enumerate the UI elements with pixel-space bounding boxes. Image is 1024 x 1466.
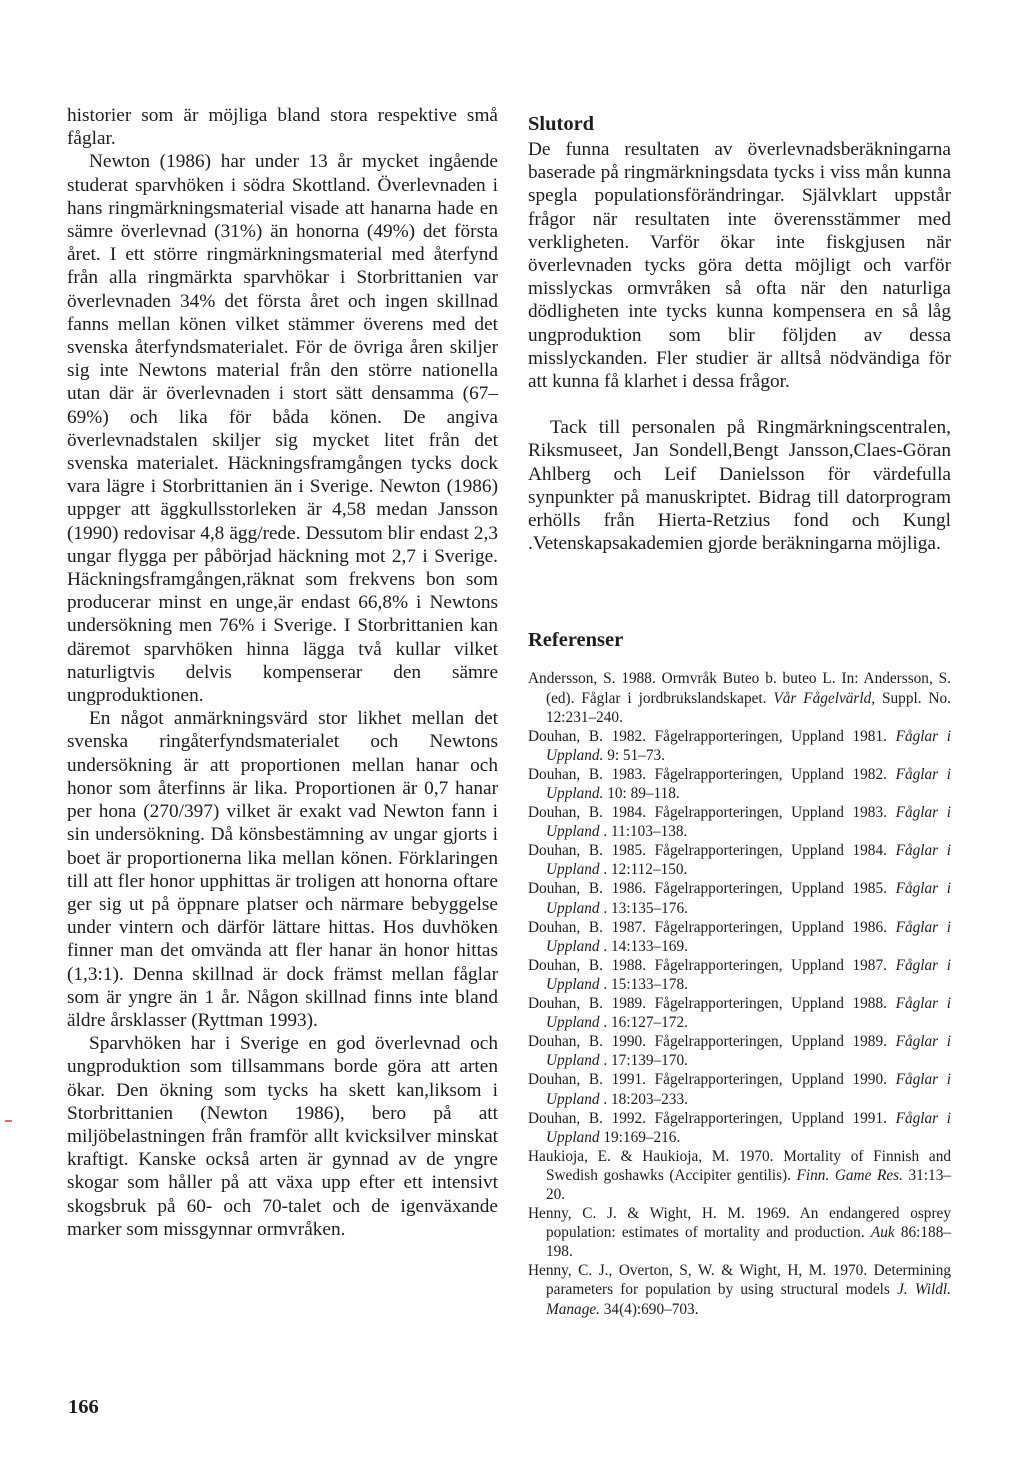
reference-entry [528,918,951,956]
reference-volume: . 12:112–150. [599,861,688,879]
reference-entry [528,841,951,879]
reference-text: Douhan, B. 1991. Fågelrapporteringen, Uppland 1990. [528,1071,896,1089]
reference-journal: Fåglar i Uppland [546,918,951,955]
reference-journal: Vår Fågelvärld, [773,689,876,707]
reference-text: Douhan, B. 1987. Fågelrapporteringen, Uppland 1986. [528,918,896,936]
reference-entry [528,1109,951,1147]
reference-volume: . 18:203–233. [599,1090,688,1108]
reference-journal: Fåglar i Uppland [546,1109,951,1146]
reference-entry [528,765,951,803]
reference-volume: 19:169–216. [599,1128,681,1146]
reference-journal: Fåglar i Uppland [546,842,951,879]
reference-journal: J. Wildl. Manage. [546,1281,952,1318]
page-number: 166 [68,1396,99,1418]
reference-volume: . 14:133–169. [599,937,688,955]
acknowledgements-paragraph: Tack till personalen på Ringmärkningscentralen, Riksmuseet, Jan Sondell,Bengt Jansson,Claes-Göran Ahlberg och Leif Danielsson för värdefulla synpunkter på manuskriptet. Bidrag till datorprogram erhölls från Hierta-Retzius fond och Kungl .Vetenskapsakademien gjorde beräkningarna möjliga. [528,417,951,555]
reference-journal: Fåglar i Uppland [546,1071,951,1108]
reference-text: Douhan, B. 1992. Fågelrapporteringen, Uppland 1991. [528,1109,896,1127]
reference-journal: Fåglar i Uppland [546,956,951,993]
reference-entry [528,727,951,765]
reference-text: Douhan, B. 1990. Fågelrapporteringen, Uppland 1989. [528,1033,896,1051]
reference-text: Andersson, S. 1988. Ormvråk Buteo b. buteo L. In: Andersson, S. (ed). Fåglar i jordbrukslandskapet. [528,670,951,707]
body-paragraph: Newton (1986) har under 13 år mycket ingående studerat sparvhöken i södra Skottland. Överlevnaden i hans ringmärkningsmaterial visade att hanarna hade en sämre överlevnad (31%) än honorna (49%) det första året. I ett större ringmärkningsmaterial med återfynd från alla ringmärkta sparvhökar i Storbrittanien var överlevnaden 34% det första året och ingen skillnad fanns mellan könen vilket stämmer överens med det svenska återfyndsmaterialet. För de övriga åren skiljer sig inte Newtons material från den större nationella utan där är överlevnaden i stort sätt densamma (67–69%) och lika för båda könen. De angiva överlevnadstalen skiljer sig mycket litet från det svenska materialet. Häckningsframgången tycks dock vara lägre i Storbrittanien än i Sverige. Newton (1986) uppger att äggkullsstorleken är 4,58 medan Jansson (1990) redovisar 4,8 ägg/rede. Dessutom blir endast 2,3 ungar flygga per påbörjad häckning mot 2,7 i Sverige. Häckningsframgången,räknat som frekvens bon som producerar minst en unge,är endast 66,8% i Newtons undersökning men 76% i Sverige. I Storbrittanien kan däremot sparvhöken hinna lägga två kullar vilket naturligtvis delvis kompenserar den sämre ungproduktionen. [67,151,498,707]
reference-entry [528,1032,951,1070]
reference-text: Douhan, B. 1982. Fågelrapporteringen, Uppland 1981. [528,727,896,745]
reference-journal: Fåglar i Uppland. [546,727,951,764]
right-column [528,104,951,1319]
reference-journal: Fåglar i Uppland. [546,765,951,803]
reference-entry [528,669,951,726]
reference-text: Douhan, B. 1985. Fågelrapporteringen, Uppland 1984. [528,842,896,860]
reference-volume: . 15:133–178. [599,975,688,993]
body-paragraph: En något anmärkningsvärd stor likhet mellan det svenska ringåterfyndsmaterialet och Newtons undersökning är att proportionen mellan hanar och honor som återfinns är lika. Proportionen är 0,7 hanar per hona (270/397) vilket är exakt vad Newton fann i sin undersökning. Då könsbestämning av ungar gjorts i boet är proportionerna lika mellan könen. Förklaringen till att fler honor upphittas är troligen att honorna oftare ger sig ut på öppnare platser och närmare bebyggelse under vintern och därför lättare hittas. Hos duvhöken finner man det omvända att fler hanar än honor hittas (1,3:1). Denna skillnad är dock främst mellan fåglar som är yngre än 1 år. Någon skillnad finns inte bland äldre årsklasser (Ryttman 1993). [67,708,498,1031]
reference-text: Douhan, B. 1988. Fågelrapporteringen, Uppland 1987. [528,956,896,974]
reference-list [528,669,951,1318]
reference-text: Douhan, B. 1984. Fågelrapporteringen, Uppland 1983. [528,804,896,822]
reference-journal: Fåglar i Uppland [546,995,951,1032]
body-paragraph: Sparvhöken har i Sverige en god överlevnad och ungproduktion som tillsammans borde göra att arten ökar. Den ökning som tycks ha skett kan,liksom i Storbrittanien (Newton 1986), bero på att miljöbelastningen från framför allt kvicksilver minskat kraftigt. Kanske också arten är gynnad av de yngre skogar som håller på att växa upp efter ett intensivt skogsbruk på 60- och 70-talet och de igenväxande marker som missgynnar ormvråken. [67,1033,498,1240]
reference-volume: . 13:135–176. [599,899,688,917]
body-paragraph: historier som är möjliga bland stora respektive små fåglar. [67,105,498,150]
reference-text: Haukioja, E. & Haukioja, M. 1970. Mortality of Finnish and Swedish goshawks (Accipiter gentilis). [528,1147,951,1184]
reference-text: Henny, C. J. & Wight, H. M. 1969. An endangered osprey population: estimates of mortality and production. [528,1205,951,1242]
reference-text: Douhan, B. 1986. Fågelrapporteringen, Uppland 1985. [528,880,896,898]
reference-entry [528,879,951,917]
referenser-heading: Referenser [528,629,624,652]
reference-journal: Fåglar i Uppland [546,880,951,917]
reference-entry [528,1147,951,1204]
reference-volume: . 17:139–170. [599,1052,688,1070]
reference-volume: Suppl. No. 12:231–240. [546,689,951,726]
reference-journal: Auk [870,1224,895,1242]
reference-volume: . 16:127–172. [599,1014,688,1032]
reference-entry [528,1070,951,1108]
reference-entry [528,803,951,841]
reference-entry [528,1204,951,1261]
reference-entry [528,1261,951,1318]
reference-text: Douhan, B. 1989. Fågelrapporteringen, Uppland 1988. [528,995,896,1013]
slutord-paragraph: De funna resultaten av överlevnadsberäkningarna baserade på ringmärkningsdata tycks i viss mån kunna spegla populationsförändringar. Självklart uppstår frågor när resultaten inte överensstämmer med verkligheten. Varför ökar inte fiskgjusen när överlevnaden tycks göra detta möjligt och varför misslyckas ormvråken så ofta när den naturliga dödligheten inte tycks kunna kompensera en så låg ungproduktion som blir följden av dessa misslyckanden. Fler studier är alltså nödvändiga för att kunna få klarhet i dessa frågor. [528,139,951,393]
reference-journal: Fåglar i Uppland [546,804,951,841]
reference-journal: Finn. Game Res. [796,1166,903,1184]
reference-entry [528,994,951,1032]
reference-volume: 31:13–20. [546,1166,951,1203]
slutord-heading: Slutord [528,113,595,135]
reference-volume: 9: 51–73. [603,746,665,764]
margin-mark [5,1120,12,1122]
reference-text: Henny, C. J., Overton, S, W. & Wight, H, M. 1970. Determining parameters for population by using structural models [528,1262,951,1299]
reference-volume: . 11:103–138. [599,823,688,841]
reference-volume: 34(4):690–703. [599,1300,699,1318]
reference-text: Douhan, B. 1983. Fågelrapporteringen, Uppland 1982. [528,765,896,783]
reference-entry [528,956,951,994]
reference-volume: 10: 89–118. [603,785,680,803]
reference-volume: 86:188–198. [546,1224,951,1261]
reference-journal: Fåglar i Uppland [546,1033,951,1070]
left-column [67,104,498,1241]
